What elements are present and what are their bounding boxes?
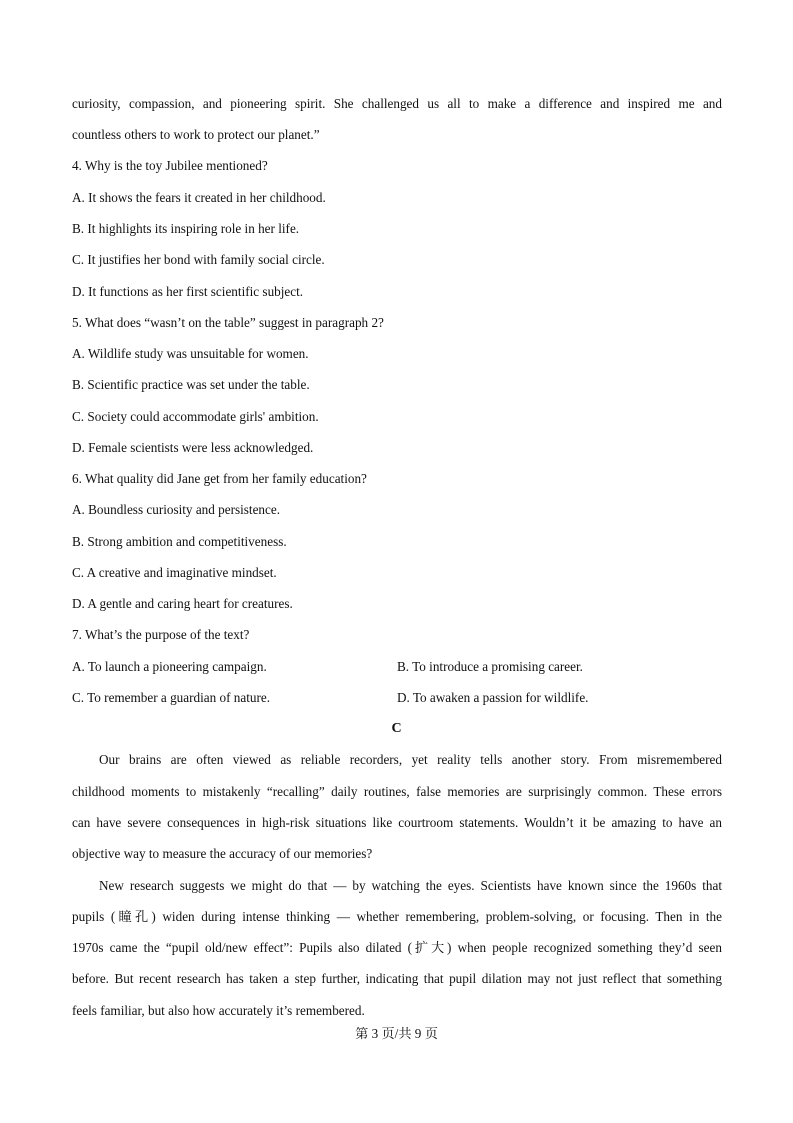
page-number-footer: 第 3 页/共 9 页 [355,1026,438,1041]
passage-line: countless others to work to protect our planet.” [72,127,320,142]
paragraph-2-line: feels familiar, but also how accurately it’s remembered. [72,1003,365,1018]
paragraph-2-line: New research suggests we might do that — by watching the eyes. Scientists have known since the 1960s that [99,878,722,893]
question-4-option-c: C. It justifies her bond with family social circle. [72,252,325,267]
question-7-option-b: B. To introduce a promising career. [397,659,583,674]
paragraph-2-line: pupils (瞳孔) widen during intense thinking — whether remembering, problem-solving, or focusing. Then in the [72,909,722,924]
question-4-option-d: D. It functions as her first scientific subject. [72,284,304,299]
question-6-option-c: C. A creative and imaginative mindset. [72,565,277,580]
question-6-stem: 6. What quality did Jane get from her family education? [72,471,367,486]
paragraph-1-line: objective way to measure the accuracy of our memories? [72,846,373,861]
paragraph-1-line: childhood moments to mistakenly “recalling” daily routines, false memories are surprisingly common. These errors [72,784,722,799]
section-heading: C [391,721,402,736]
question-5-option-b: B. Scientific practice was set under the table. [72,377,310,392]
question-5-option-d: D. Female scientists were less acknowledged. [72,440,314,455]
question-7-option-d: D. To awaken a passion for wildlife. [397,690,589,705]
paragraph-2-line: 1970s came the “pupil old/new effect”: Pupils also dilated (扩大) when people recognized something they’d seen [72,940,722,955]
passage-line: curiosity, compassion, and pioneering spirit. She challenged us all to make a difference and inspired me and [72,96,722,111]
question-6-option-a: A. Boundless curiosity and persistence. [72,502,281,517]
question-7-option-a: A. To launch a pioneering campaign. [72,659,267,674]
question-5-stem: 5. What does “wasn’t on the table” suggest in paragraph 2? [72,315,384,330]
question-6-option-b: B. Strong ambition and competitiveness. [72,534,287,549]
question-7-stem: 7. What’s the purpose of the text? [72,627,250,642]
question-5-option-a: A. Wildlife study was unsuitable for women. [72,346,309,361]
question-4-option-b: B. It highlights its inspiring role in her life. [72,221,300,236]
question-4-stem: 4. Why is the toy Jubilee mentioned? [72,158,268,173]
paragraph-1-line: Our brains are often viewed as reliable recorders, yet reality tells another story. From misremembered [99,752,722,767]
question-7-option-c: C. To remember a guardian of nature. [72,690,271,705]
paragraph-2-line: before. But recent research has taken a step further, indicating that pupil dilation may not just reflect that something [72,971,722,986]
paragraph-1-line: can have severe consequences in high-risk situations like courtroom statements. Wouldn’t it be amazing to have an [72,815,722,830]
question-4-option-a: A. It shows the fears it created in her childhood. [72,190,326,205]
question-6-option-d: D. A gentle and caring heart for creatures. [72,596,293,611]
question-5-option-c: C. Society could accommodate girls' ambition. [72,409,319,424]
